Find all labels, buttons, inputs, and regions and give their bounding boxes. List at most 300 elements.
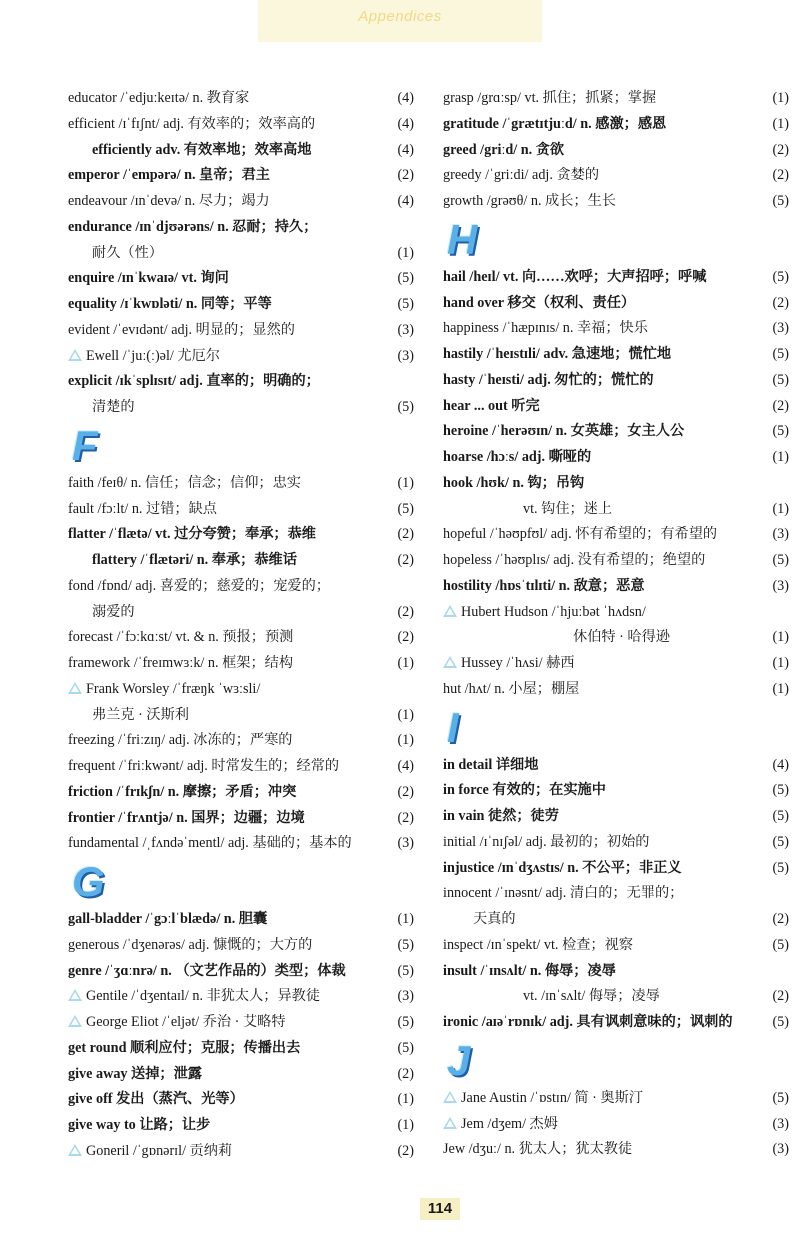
unit-number: (2) (772, 294, 789, 311)
entry-definition: grasp /grɑːsp/ vt. 抓住；抓紧；掌握 (443, 90, 657, 106)
entry-definition: George Eliot /ˈeljət/ 乔治 · 艾略特 (86, 1014, 286, 1030)
entry-text (443, 651, 793, 677)
entry-text (68, 497, 418, 523)
section-letter-j (443, 1036, 793, 1086)
entry-text (68, 471, 418, 497)
unit-number: (1) (397, 1117, 414, 1133)
glossary-entry (68, 728, 418, 754)
entry-definition: efficiently adv. 有效率地；效率高地 (92, 141, 312, 158)
entry-definition: innocent /ˈɪnəsnt/ adj. 清白的；无罪的； (443, 885, 684, 902)
entry-text (443, 778, 793, 804)
entry-text (443, 471, 793, 497)
glossary-entry (443, 189, 793, 215)
unit-number: (1) (772, 90, 789, 106)
entry-text (443, 497, 793, 523)
entries-j (443, 1086, 793, 1163)
unit-number: (3) (772, 1115, 789, 1132)
entry-text (443, 445, 793, 471)
unit-number: (2) (397, 783, 414, 800)
glossary-entry (443, 522, 793, 548)
entry-definition: give away 送掉；泄露 (68, 1065, 202, 1082)
glossary-entry (68, 189, 418, 215)
entry-text (68, 959, 418, 985)
entry-text (443, 86, 793, 112)
unit-number: (2) (772, 141, 789, 158)
glossary-entry (68, 806, 418, 832)
unit-number: (2) (772, 397, 789, 414)
unit-number: (1) (772, 655, 789, 671)
section-letter-f (68, 421, 418, 471)
glossary-entry (68, 163, 418, 189)
unit-number: (5) (397, 936, 414, 953)
glossary-entry (443, 394, 793, 420)
glossary-entry (68, 471, 418, 497)
entry-text (68, 806, 418, 832)
entry-text (443, 265, 793, 291)
entry-text (443, 959, 793, 985)
section-letter-g (68, 857, 418, 907)
unit-number: (2) (397, 629, 414, 646)
unit-number: (2) (772, 167, 789, 184)
unit-number: (5) (772, 808, 789, 824)
entry-text (68, 86, 418, 112)
glossary-entry (68, 677, 418, 703)
entry-definition: freezing /ˈfriːzɪŋ/ adj. 冰冻的；严寒的 (68, 732, 293, 749)
entry-definition: Jew /dʒuː/ n. 犹太人；犹太教徒 (443, 1141, 633, 1158)
entry-text (68, 754, 418, 780)
entry-definition: fundamental /ˌfʌndəˈmentl/ adj. 基础的；基本的 (68, 835, 352, 852)
glossary-entry (443, 804, 793, 830)
unit-number: (2) (397, 526, 414, 543)
entry-definition: genre /ˈʒɑːnrə/ n. （文艺作品的）类型；体裁 (68, 962, 346, 979)
entry-definition: gall-bladder /ˈgɔːlˈblædə/ n. 胆囊 (68, 911, 268, 927)
entry-definition: insult /ˈɪnsʌlt/ n. 侮辱；凌辱 (443, 962, 616, 979)
entry-text (443, 138, 793, 164)
glossary-entry (443, 856, 793, 882)
glossary-entry (68, 497, 418, 523)
glossary-entry (443, 548, 793, 574)
entries-e (68, 86, 418, 421)
entry-definition: in force 有效的；在实施中 (443, 782, 606, 799)
entry-text (68, 703, 418, 729)
entry-definition: friction /ˈfrɪkʃn/ n. 摩擦；矛盾；冲突 (68, 783, 297, 800)
entry-text (443, 804, 793, 830)
glossary-entry (443, 1137, 793, 1163)
entry-text (443, 342, 793, 368)
entry-text (443, 291, 793, 317)
glossary-entry (68, 395, 418, 421)
entry-definition: heroine /ˈherəʊɪn/ n. 女英雄；女主人公 (443, 423, 685, 440)
entry-definition: initial /ɪˈnɪʃəl/ adj. 最初的；初始的 (443, 833, 650, 850)
entry-text (443, 548, 793, 574)
entry-text (443, 163, 793, 189)
entry-text (443, 625, 793, 651)
entry-text (443, 189, 793, 215)
entry-text (68, 548, 418, 574)
glossary-entry (68, 754, 418, 780)
unit-number: (1) (397, 244, 414, 261)
section-letter-i (443, 703, 793, 753)
entry-text (68, 344, 418, 370)
entry-text (443, 522, 793, 548)
glossary-entry (68, 907, 418, 933)
glossary-entry (443, 1010, 793, 1036)
unit-number: (4) (397, 758, 414, 774)
unit-number: (5) (772, 268, 789, 285)
entry-definition: educator /ˈedjuːkeɪtə/ n. 教育家 (68, 90, 250, 106)
entry-text (68, 522, 418, 548)
entry-text (68, 984, 418, 1010)
entry-text (68, 933, 418, 959)
glossary-entry (443, 112, 793, 138)
entry-definition: flattery /ˈflætəri/ n. 奉承；恭维话 (92, 552, 297, 568)
triangle-marker-icon (443, 605, 457, 617)
entry-text (68, 241, 418, 267)
glossary-entry (68, 344, 418, 370)
entry-text (443, 419, 793, 445)
entry-definition: endeavour /ɪnˈdevə/ n. 尽力；竭力 (68, 193, 270, 209)
unit-number: (5) (397, 962, 414, 979)
glossary-entry (443, 574, 793, 600)
entry-definition: 天真的 (473, 911, 516, 927)
triangle-marker-icon (68, 682, 82, 694)
entry-definition: evident /ˈevɪdənt/ adj. 明显的；显然的 (68, 321, 295, 338)
entries-i (443, 753, 793, 1036)
entry-text (68, 1087, 418, 1113)
glossary-entry (443, 163, 793, 189)
entry-definition: flatter /ˈflætə/ vt. 过分夸赞；奉承；恭维 (68, 526, 316, 543)
entry-definition: hastily /ˈheɪstɪli/ adv. 急速地；慌忙地 (443, 346, 672, 362)
unit-number: (5) (397, 1039, 414, 1056)
entry-text (443, 830, 793, 856)
entry-text (443, 394, 793, 420)
entry-text (68, 112, 418, 138)
triangle-marker-icon (68, 989, 82, 1001)
unit-number: (5) (772, 371, 789, 388)
glossary-entry (68, 984, 418, 1010)
glossary-entry (443, 419, 793, 445)
unit-number: (5) (397, 270, 414, 287)
unit-number: (1) (397, 706, 414, 723)
entry-text (443, 1010, 793, 1036)
triangle-marker-icon (68, 1015, 82, 1027)
entry-definition: efficient /ɪˈfɪʃnt/ adj. 有效率的；效率高的 (68, 115, 316, 132)
entries-g-left (68, 907, 418, 1165)
entry-text (443, 600, 793, 626)
glossary-entry (68, 703, 418, 729)
unit-number: (1) (397, 911, 414, 927)
right-column (443, 86, 793, 1163)
glossary-entry (68, 215, 418, 241)
unit-number: (1) (397, 474, 414, 491)
entry-text (68, 651, 418, 677)
unit-number: (5) (772, 782, 789, 799)
entry-text (68, 728, 418, 754)
unit-number: (2) (397, 1065, 414, 1082)
entry-definition: hut /hʌt/ n. 小屋；棚屋 (443, 680, 580, 697)
entry-definition: Hussey /ˈhʌsi/ 赫西 (461, 655, 575, 671)
unit-number: (1) (397, 732, 414, 749)
entry-definition: greedy /ˈgriːdi/ adj. 贪婪的 (443, 167, 600, 184)
unit-number: (3) (397, 347, 414, 364)
glossary-entry (443, 342, 793, 368)
unit-number: (3) (397, 988, 414, 1005)
unit-number: (1) (397, 1091, 414, 1108)
entry-text (68, 163, 418, 189)
letter-j: J (447, 1036, 471, 1084)
unit-number: (5) (772, 1014, 789, 1030)
glossary-entry (443, 600, 793, 626)
left-column (68, 86, 418, 1165)
unit-number: (5) (772, 193, 789, 209)
entry-definition: Hubert Hudson /ˈhjuːbət ˈhʌdsn/ (461, 603, 646, 620)
letter-g: G (72, 858, 105, 905)
entry-text (443, 1086, 793, 1112)
entry-text (68, 1036, 418, 1062)
glossary-entry (68, 318, 418, 344)
section-letter-h (443, 215, 793, 265)
entry-definition: hand over 移交（权利、责任） (443, 294, 636, 311)
entry-definition: hail /heɪl/ vt. 向……欢呼；大声招呼；呼喊 (443, 268, 707, 285)
unit-number: (3) (772, 577, 789, 594)
glossary-entry (68, 1036, 418, 1062)
unit-number: (3) (772, 1141, 789, 1158)
glossary-entry (443, 1086, 793, 1112)
entry-definition: Frank Worsley /ˈfræŋk ˈwɜːsli/ (86, 680, 261, 697)
entry-text (68, 138, 418, 164)
entry-definition: gratitude /ˈgrætɪtjuːd/ n. 感激；感恩 (443, 115, 667, 132)
entry-definition: 耐久（性） (92, 244, 163, 261)
entry-definition: Ewell /ˈjuː(ː)əl/ 尤厄尔 (86, 347, 220, 364)
glossary-entry (443, 368, 793, 394)
unit-number: (1) (772, 115, 789, 132)
entry-definition: forecast /ˈfɔːkɑːst/ vt. & n. 预报；预测 (68, 629, 294, 646)
entry-definition: 弗兰克 · 沃斯利 (92, 706, 189, 723)
entry-definition: endurance /ɪnˈdjʊərəns/ n. 忍耐；持久； (68, 218, 318, 235)
letter-h: H (447, 215, 478, 263)
unit-number: (3) (397, 835, 414, 852)
entry-definition: Gentile /ˈdʒentaɪl/ n. 非犹太人；异教徒 (86, 988, 321, 1005)
unit-number: (5) (772, 1089, 789, 1106)
unit-number: (5) (772, 423, 789, 440)
entry-definition: get round 顺利应付；克服；传播出去 (68, 1039, 301, 1056)
unit-number: (2) (397, 1142, 414, 1159)
entry-text (68, 574, 418, 600)
entries-g-right (443, 86, 793, 215)
entry-text (443, 984, 793, 1010)
entry-definition: hear ... out 听完 (443, 397, 540, 414)
entry-definition: framework /ˈfreɪmwɜːk/ n. 框架；结构 (68, 655, 294, 671)
unit-number: (1) (772, 500, 789, 517)
entry-definition: greed /griːd/ n. 贪欲 (443, 141, 565, 158)
glossary-entry (443, 881, 793, 907)
glossary-entry (68, 651, 418, 677)
entry-definition: 溺爱的 (92, 603, 135, 620)
unit-number: (4) (397, 141, 414, 158)
entry-definition: Goneril /ˈgɒnərɪl/ 贡纳莉 (86, 1142, 233, 1159)
glossary-entry (443, 316, 793, 342)
glossary-entry (68, 522, 418, 548)
entry-definition: fault /fɔːlt/ n. 过错；缺点 (68, 500, 217, 517)
glossary-entry (68, 780, 418, 806)
unit-number: (1) (397, 655, 414, 671)
glossary-entry (68, 1062, 418, 1088)
entry-definition: ironic /aɪəˈrɒnɪk/ adj. 具有讽刺意味的；讽刺的 (443, 1014, 733, 1030)
entry-text (68, 395, 418, 421)
entry-definition: 清楚的 (92, 399, 135, 415)
unit-number: (2) (397, 603, 414, 620)
glossary-entry (68, 831, 418, 857)
unit-number: (5) (772, 833, 789, 850)
glossary-entry (68, 1087, 418, 1113)
glossary-entry (68, 369, 418, 395)
entry-text (68, 1139, 418, 1165)
entry-definition: generous /ˈdʒenərəs/ adj. 慷慨的；大方的 (68, 936, 313, 953)
glossary-entry (443, 138, 793, 164)
glossary-entry (68, 1139, 418, 1165)
unit-number: (2) (397, 552, 414, 568)
glossary-entry (443, 86, 793, 112)
glossary-entry (443, 778, 793, 804)
glossary-entry (443, 497, 793, 523)
triangle-marker-icon (68, 1144, 82, 1156)
entry-text (443, 112, 793, 138)
entry-definition: in detail 详细地 (443, 756, 539, 773)
entry-definition: enquire /ɪnˈkwaɪə/ vt. 询问 (68, 270, 229, 287)
entry-text (68, 266, 418, 292)
glossary-entry (443, 933, 793, 959)
unit-number: (5) (397, 500, 414, 517)
glossary-entry (68, 1113, 418, 1139)
entry-definition: hook /hʊk/ n. 钩；吊钩 (443, 474, 585, 491)
entry-definition: hasty /ˈheɪsti/ adj. 匆忙的；慌忙的 (443, 371, 654, 388)
entry-definition: happiness /ˈhæpɪnɪs/ n. 幸福；快乐 (443, 320, 648, 337)
glossary-entry (68, 1010, 418, 1036)
entry-definition: in vain 徒然；徒劳 (443, 808, 559, 824)
entry-definition: 休伯特 · 哈得逊 (573, 629, 670, 646)
unit-number: (5) (397, 296, 414, 312)
entry-definition: faith /feɪθ/ n. 信任；信念；信仰；忠实 (68, 474, 301, 491)
entry-text (443, 316, 793, 342)
entry-definition: Jem /dʒem/ 杰姆 (461, 1115, 558, 1132)
unit-number: (2) (772, 988, 789, 1005)
entry-definition: emperor /ˈempərə/ n. 皇帝；君主 (68, 167, 270, 184)
glossary-entry (443, 445, 793, 471)
triangle-marker-icon (443, 1117, 457, 1129)
entry-text (68, 189, 418, 215)
entry-text (443, 1137, 793, 1163)
entry-text (68, 1062, 418, 1088)
entry-text (68, 780, 418, 806)
letter-f: F (72, 421, 98, 469)
entry-text (443, 677, 793, 703)
glossary-entry (68, 574, 418, 600)
entry-text (68, 215, 418, 241)
glossary-entry (68, 138, 418, 164)
unit-number: (2) (397, 167, 414, 184)
page-header-title: Appendices (358, 8, 442, 25)
glossary-entry (443, 984, 793, 1010)
glossary-entry (443, 265, 793, 291)
entry-definition: injustice /ɪnˈdʒʌstɪs/ n. 不公平；非正义 (443, 859, 682, 876)
entry-definition: frequent /ˈfriːkwənt/ adj. 时常发生的；经常的 (68, 758, 340, 774)
entry-definition: fond /fɒnd/ adj. 喜爱的；慈爱的；宠爱的； (68, 577, 330, 594)
entry-text (68, 369, 418, 395)
unit-number: (4) (397, 115, 414, 132)
glossary-entry (443, 625, 793, 651)
unit-number: (5) (772, 552, 789, 568)
unit-number: (4) (397, 90, 414, 106)
unit-number: (5) (397, 1014, 414, 1030)
glossary-entry (68, 241, 418, 267)
glossary-entry (68, 548, 418, 574)
glossary-entry (443, 959, 793, 985)
page-header (258, 0, 542, 42)
unit-number: (2) (772, 911, 789, 927)
entry-text (443, 881, 793, 907)
glossary-entry (68, 86, 418, 112)
entry-definition: frontier /ˈfrʌntjə/ n. 国界；边疆；边境 (68, 809, 305, 826)
glossary-entry (68, 112, 418, 138)
glossary-entry (443, 1112, 793, 1138)
glossary-entry (443, 753, 793, 779)
glossary-entry (68, 266, 418, 292)
entry-definition: hopeless /ˈhəʊplɪs/ adj. 没有希望的；绝望的 (443, 552, 706, 568)
glossary-entry (443, 651, 793, 677)
triangle-marker-icon (443, 656, 457, 668)
entry-text (443, 753, 793, 779)
glossary-entry (68, 292, 418, 318)
unit-number: (5) (772, 859, 789, 876)
entry-text (68, 831, 418, 857)
entry-definition: hoarse /hɔːs/ adj. 嘶哑的 (443, 449, 592, 465)
entry-definition: Jane Austin /ˈɒstɪn/ 简 · 奥斯汀 (461, 1089, 643, 1106)
unit-number: (2) (397, 809, 414, 826)
page-number: 114 (420, 1198, 460, 1220)
unit-number: (4) (772, 756, 789, 773)
unit-number: (5) (397, 399, 414, 415)
unit-number: (5) (772, 346, 789, 362)
entry-text (443, 368, 793, 394)
entry-text (443, 574, 793, 600)
entry-definition: hopeful /ˈhəʊpfʊl/ adj. 怀有希望的；有希望的 (443, 526, 718, 543)
glossary-entry (443, 830, 793, 856)
entry-definition: growth /grəʊθ/ n. 成长；生长 (443, 193, 616, 209)
entry-text (443, 1112, 793, 1138)
triangle-marker-icon (68, 349, 82, 361)
entry-definition: inspect /ɪnˈspekt/ vt. 检查；视察 (443, 936, 633, 953)
unit-number: (3) (772, 526, 789, 543)
glossary-entry (443, 677, 793, 703)
entry-definition: hostility /hɒsˈtɪlɪti/ n. 敌意；恶意 (443, 577, 645, 594)
unit-number: (5) (772, 936, 789, 953)
glossary-entry (68, 959, 418, 985)
glossary-entry (68, 933, 418, 959)
entry-text (68, 677, 418, 703)
entry-definition: equality /ɪˈkwɒləti/ n. 同等；平等 (68, 296, 272, 312)
unit-number: (3) (397, 321, 414, 338)
entry-text (443, 856, 793, 882)
entry-definition: give off 发出（蒸汽、光等） (68, 1091, 244, 1108)
unit-number: (1) (772, 680, 789, 697)
glossary-entry (68, 625, 418, 651)
entry-text (68, 1113, 418, 1139)
triangle-marker-icon (443, 1091, 457, 1103)
unit-number: (1) (772, 629, 789, 646)
entry-text (443, 933, 793, 959)
unit-number: (1) (772, 449, 789, 465)
unit-number: (3) (772, 320, 789, 337)
